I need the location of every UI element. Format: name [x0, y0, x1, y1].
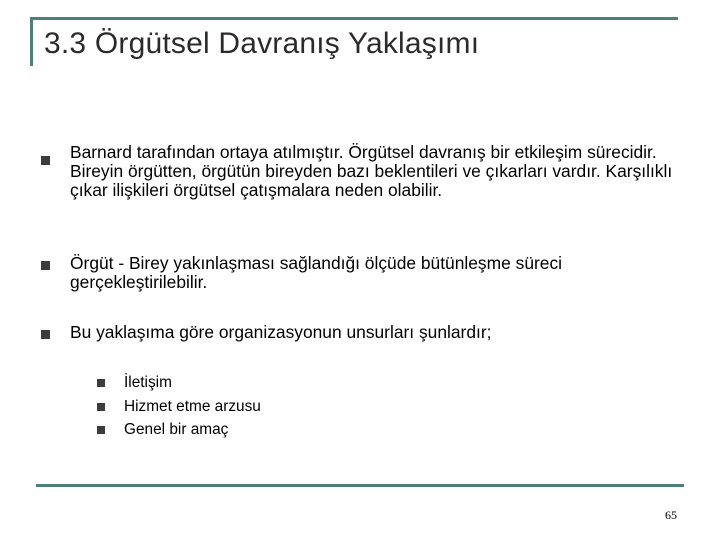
slide-title: 3.3 Örgütsel Davranış Yaklaşımı	[44, 27, 480, 60]
square-bullet-icon	[41, 330, 50, 339]
sub-bullet-item	[0, 373, 720, 395]
bullet-text: Barnard tarafından ortaya atılmıştır. Örgütsel davranış bir etkileşim sürecidir. Bireyin örgütten, örgütün bireyden bazı beklentileri ve çıkarları vardır. Karşılıklı çıkar ilişkileri örgütsel çatışmalara neden olabilir.	[70, 142, 673, 200]
page-number: 65	[665, 508, 677, 522]
square-bullet-icon	[41, 261, 50, 270]
title-top-rule	[30, 17, 678, 20]
square-bullet-icon	[97, 403, 105, 411]
sub-bullet-text: Genel bir amaç	[124, 421, 229, 438]
sub-bullet-item	[0, 420, 720, 442]
bullet-text: Örgüt - Birey yakınlaşması sağlandığı ölçüde bütünleşme süreci gerçekleştirilebilir.	[70, 253, 563, 292]
sub-bullet-item	[0, 397, 720, 419]
square-bullet-icon	[97, 379, 105, 387]
square-bullet-icon	[97, 426, 105, 434]
sub-bullet-text: Hizmet etme arzusu	[124, 398, 261, 415]
bullet-text: Bu yaklaşıma göre organizasyonun unsurları şunlardır;	[70, 322, 492, 342]
title-left-rule	[30, 17, 33, 66]
sub-bullet-text: İletişim	[124, 374, 172, 391]
footer-rule	[36, 484, 684, 487]
square-bullet-icon	[41, 156, 50, 165]
